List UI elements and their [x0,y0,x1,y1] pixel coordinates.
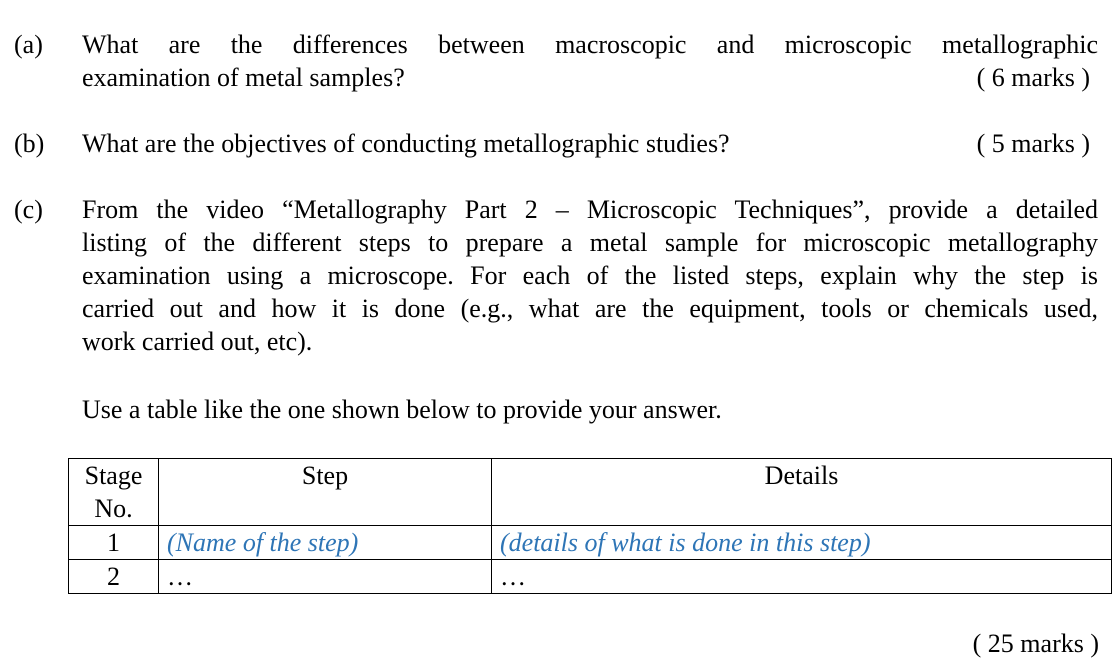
question-c-line-4: carried out and how it is done (e.g., what are the equipment, tools or chemicals used, [82,294,1098,323]
cell-details: … [492,560,1112,594]
total-marks: ( 25 marks ) [972,629,1099,658]
question-a-marks: ( 6 marks ) [976,63,1090,92]
question-a-line-2: examination of metal samples? [82,63,405,92]
question-c-line-3: examination using a microscope. For each of the listed steps, explain why the step is [82,261,1098,290]
cell-stage: 1 [69,526,159,560]
question-c-line-2: listing of the different steps to prepare a metal sample for microscopic metallography [82,228,1098,257]
header-details: Details [492,459,1112,526]
table-row [69,526,1112,560]
question-b-label: (b) [14,129,45,158]
question-b-text [82,127,1098,160]
question-c-line-5: work carried out, etc). [82,327,313,356]
question-b-row [82,127,1098,160]
question-c-text [82,193,1098,358]
cell-details: (details of what is done in this step) [492,526,1112,560]
header-stage-no-label: Stage No. [84,461,143,523]
header-stage-no [69,459,159,526]
question-a-text [82,28,1098,94]
table-row [69,560,1112,594]
answer-table [68,458,1112,594]
cell-step: (Name of the step) [159,526,492,560]
question-c-instruction: Use a table like the one shown below to provide your answer. [82,395,722,424]
question-a-label: (a) [14,30,43,59]
question-c-line-1: From the video “Metallography Part 2 – Microscopic Techniques”, provide a detailed [82,195,1098,224]
question-a-line-1: What are the differences between macroscopic and microscopic metallographic [82,30,1098,59]
cell-stage: 2 [69,560,159,594]
question-b-line-1: What are the objectives of conducting metallographic studies? [82,129,730,158]
header-step: Step [159,459,492,526]
question-c-label: (c) [14,195,43,224]
question-a-line-2-row [82,61,1098,94]
question-b-marks: ( 5 marks ) [976,129,1090,158]
cell-step: … [159,560,492,594]
table-header-row [69,459,1112,526]
